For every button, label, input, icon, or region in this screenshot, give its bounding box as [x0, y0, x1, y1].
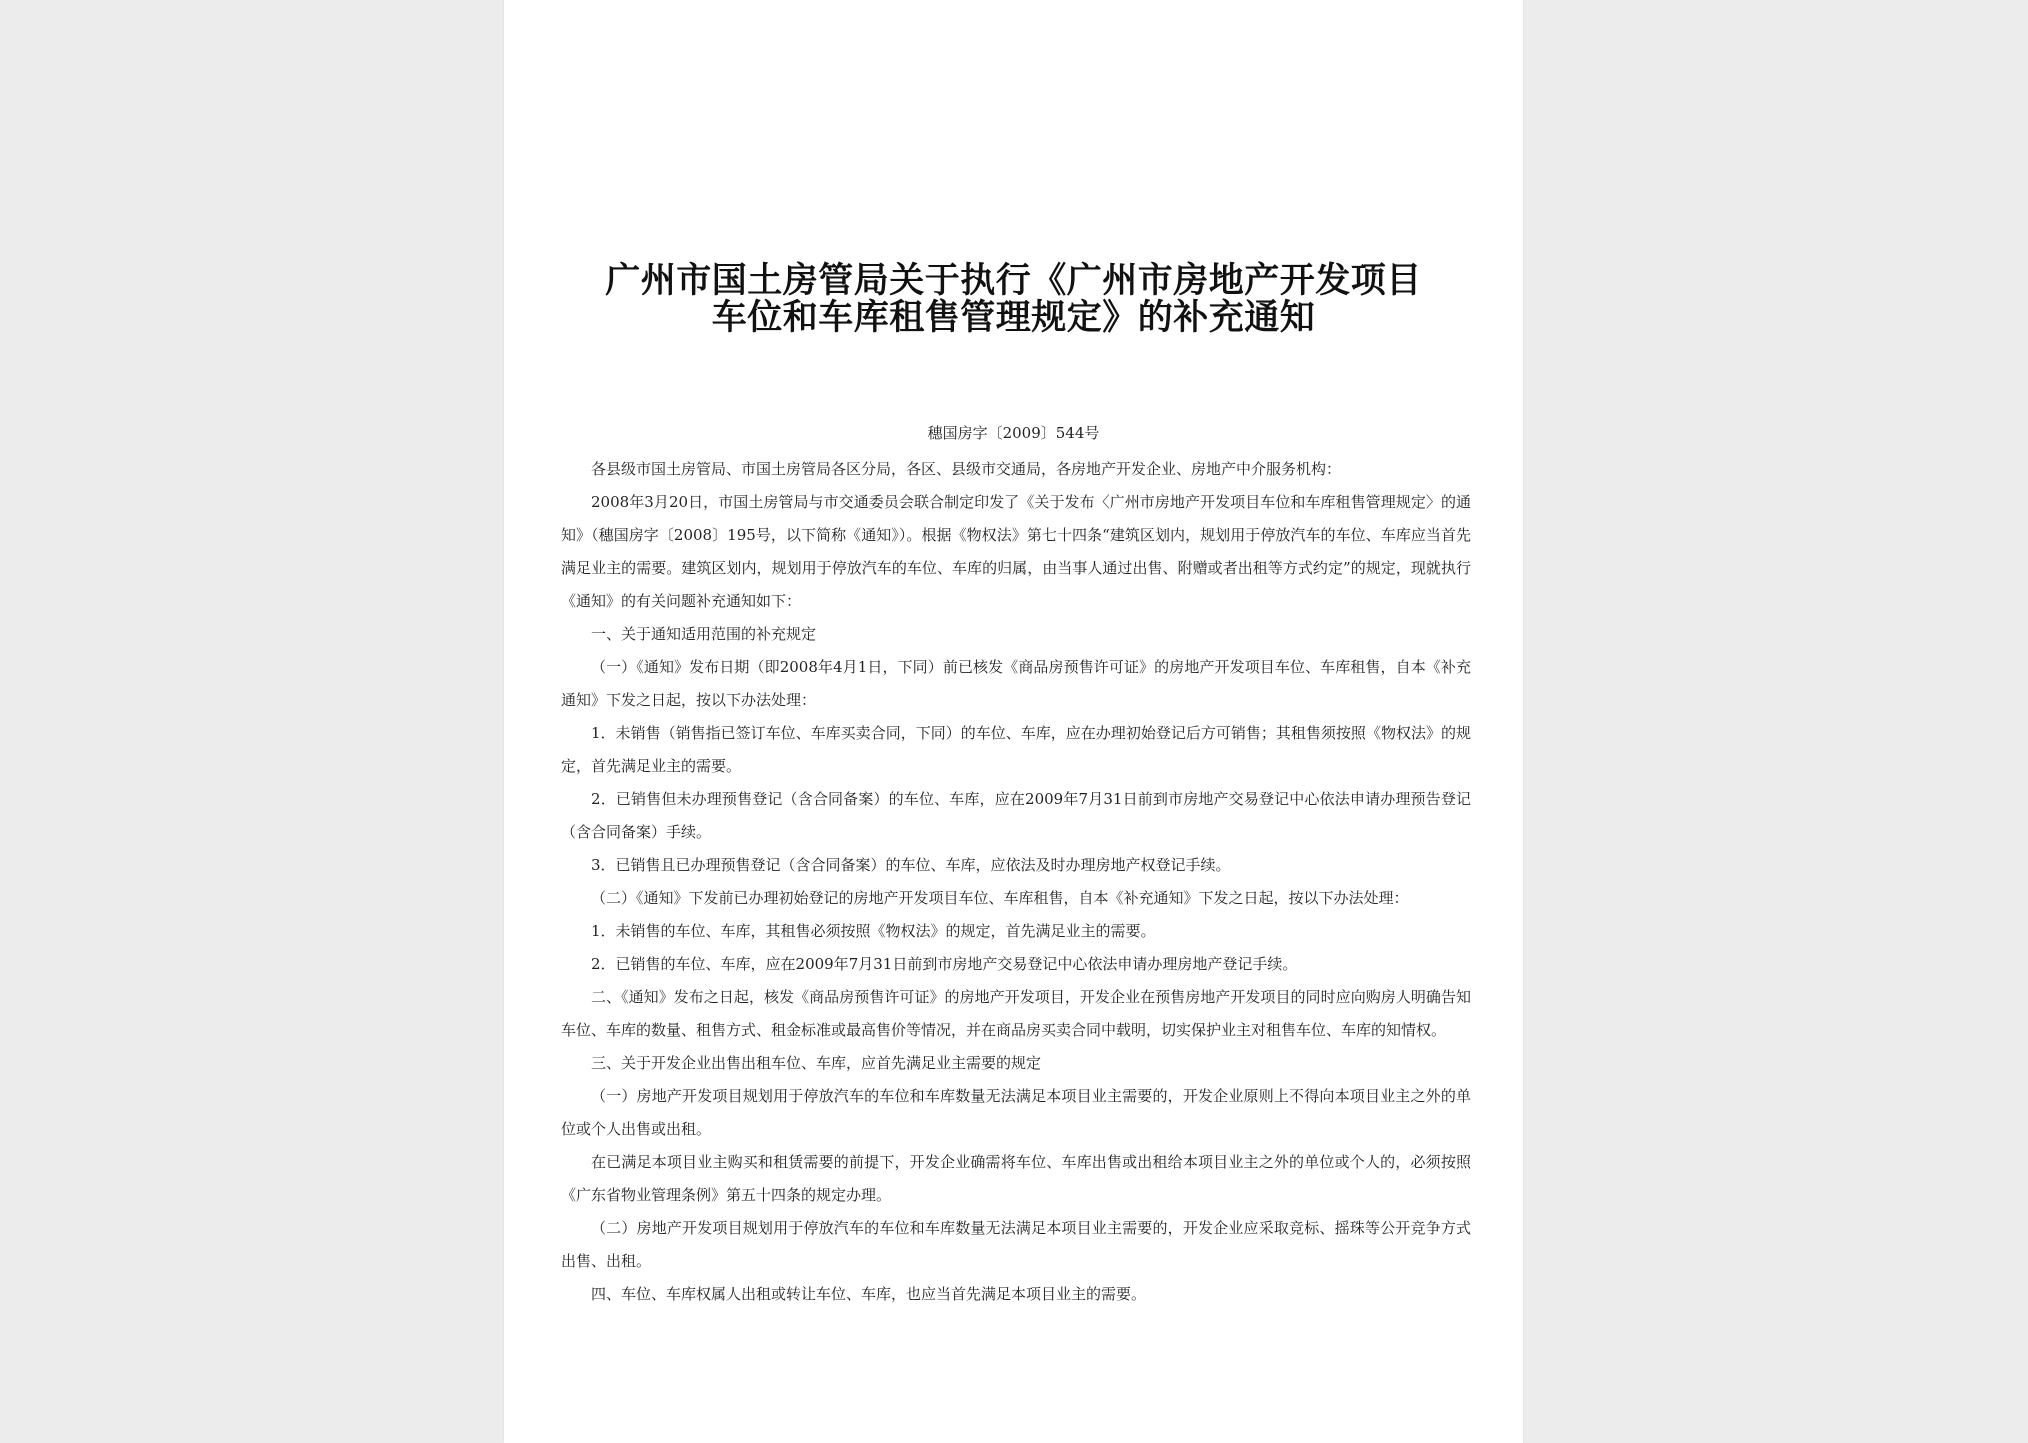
paragraph: 四、车位、车库权属人出租或转让车位、车库，也应当首先满足本项目业主的需要。	[591, 1285, 1147, 1303]
title-line-2: 车位和车库租售管理规定》的补充通知	[711, 297, 1316, 338]
section-heading: 一、关于通知适用范围的补充规定	[591, 625, 817, 643]
paragraph: （二）房地产开发项目规划用于停放汽车的车位和车库数量无法满足本项目业主需要的，开发企业应采取竞标、摇珠等公开竞争方式出售、出租。	[561, 1219, 1471, 1270]
document-number: 穗国房字〔2009〕544号	[927, 424, 1100, 442]
paragraph: 1．未销售的车位、车库，其租售必须按照《物权法》的规定，首先满足业主的需要。	[591, 922, 1156, 940]
paragraph: 2．已销售但未办理预售登记（含合同备案）的车位、车库，应在2009年7月31日前到市房地产交易登记中心依法申请办理预告登记（含合同备案）手续。	[561, 790, 1471, 841]
paragraph: 2．已销售的车位、车库，应在2009年7月31日前到市房地产交易登记中心依法申请办理房地产登记手续。	[591, 955, 1298, 973]
paragraph: （一）《通知》发布日期（即2008年4月1日，下同）前已核发《商品房预售许可证》的房地产开发项目车位、车库租售，自本《补充通知》下发之日起，按以下办法处理：	[561, 658, 1471, 709]
document-title	[544, 262, 1483, 336]
paragraph: 3．已销售且已办理预售登记（含合同备案）的车位、车库，应依法及时办理房地产权登记手续。	[591, 856, 1231, 874]
paragraph: 在已满足本项目业主购买和租赁需要的前提下，开发企业确需将车位、车库出售或出租给本项目业主之外的单位或个人的，必须按照《广东省物业管理条例》第五十四条的规定办理。	[561, 1153, 1471, 1204]
title-line-1: 广州市国土房管局关于执行《广州市房地产开发项目	[605, 260, 1422, 301]
paragraph: 1．未销售（销售指已签订车位、车库买卖合同，下同）的车位、车库，应在办理初始登记后方可销售；其租售须按照《物权法》的规定，首先满足业主的需要。	[561, 724, 1471, 775]
paragraph: 2008年3月20日，市国土房管局与市交通委员会联合制定印发了《关于发布〈广州市房地产开发项目车位和车库租售管理规定〉的通知》（穗国房字〔2008〕195号，以下简称《通知》）。根据《物权法》第七十四条“建筑区划内，规划用于停放汽车的车位、车库应当首先满足业主的需要。建筑区划内，规划用于停放汽车的车位、车库的归属，由当事人通过出售、附赠或者出租等方式约定”的规定，现就执行《通知》的有关问题补充通知如下：	[561, 493, 1471, 610]
section-heading: 三、关于开发企业出售出租车位、车库，应首先满足业主需要的规定	[591, 1054, 1042, 1072]
document-body	[561, 453, 1471, 1311]
document-page	[504, 0, 1523, 1443]
paragraph-addressees: 各县级市国土房管局、市国土房管局各区分局，各区、县级市交通局，各房地产开发企业、房地产中介服务机构：	[591, 460, 1342, 478]
paragraph: 二、《通知》发布之日起，核发《商品房预售许可证》的房地产开发项目，开发企业在预售房地产开发项目的同时应向购房人明确告知车位、车库的数量、租售方式、租金标准或最高售价等情况，并在商品房买卖合同中载明，切实保护业主对租售车位、车库的知情权。	[561, 988, 1471, 1039]
paragraph: （二）《通知》下发前已办理初始登记的房地产开发项目车位、车库租售，自本《补充通知》下发之日起，按以下办法处理：	[591, 889, 1409, 907]
paragraph: （一）房地产开发项目规划用于停放汽车的车位和车库数量无法满足本项目业主需要的，开发企业原则上不得向本项目业主之外的单位或个人出售或出租。	[561, 1087, 1471, 1138]
